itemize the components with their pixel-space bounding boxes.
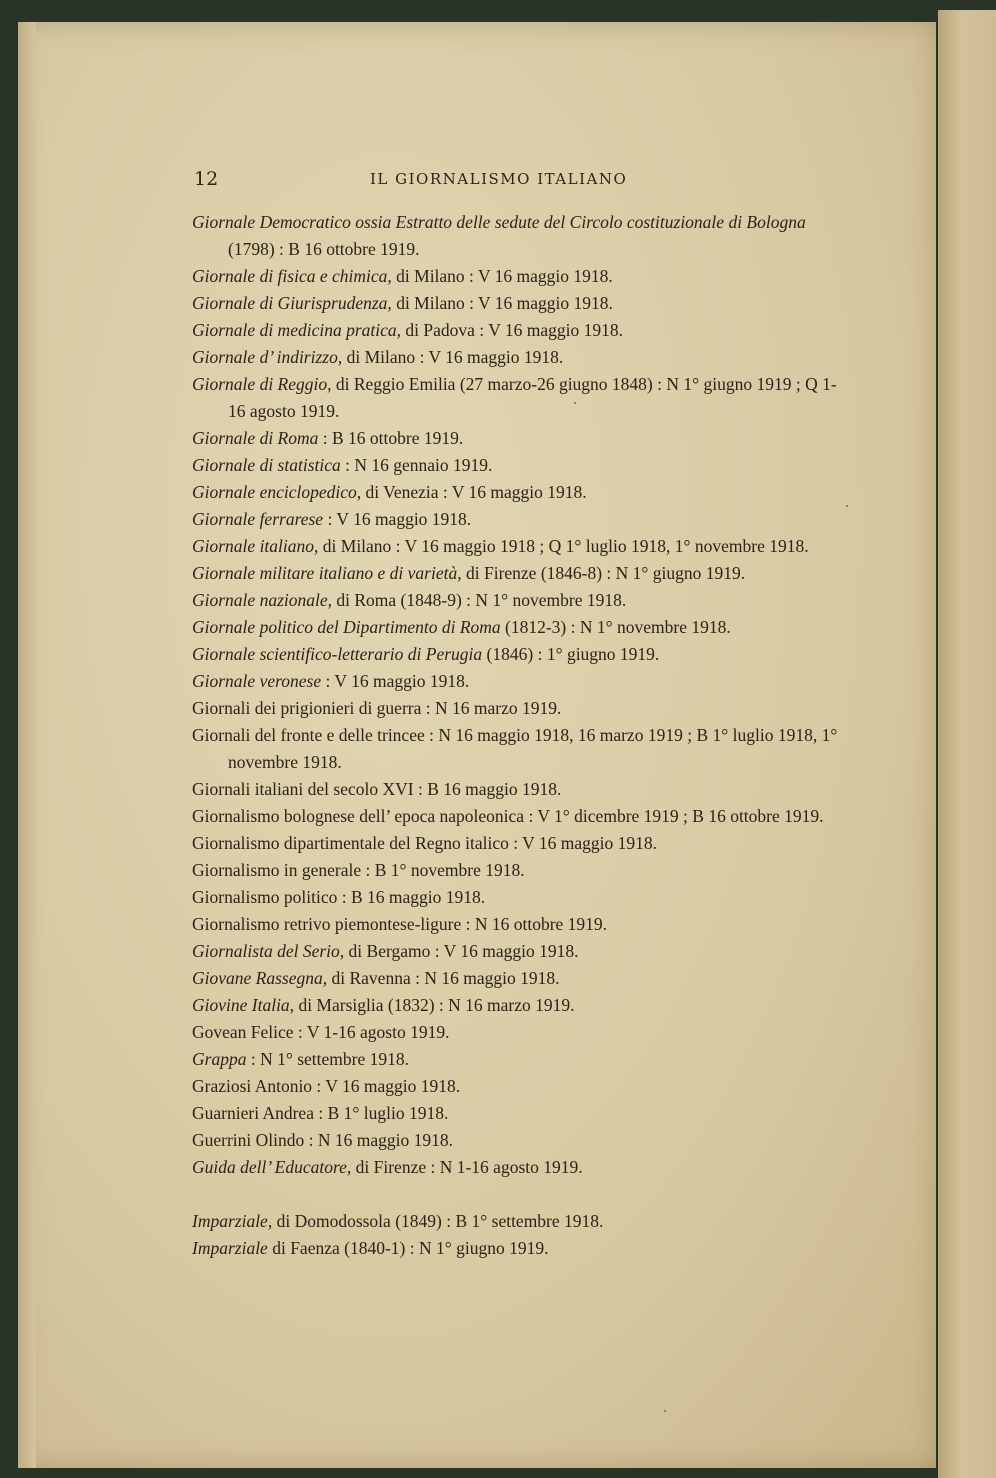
paper-speck [664, 1410, 666, 1412]
index-entry [192, 992, 852, 1019]
index-entry [192, 911, 852, 938]
book-page [18, 22, 936, 1468]
entry-details: Giornalismo bolognese dell’ epoca napoleonica : V 1° dicembre 1919 ; B 16 ottobre 1919. [192, 806, 824, 826]
entry-details: Guarnieri Andrea : B 1° luglio 1918. [192, 1103, 449, 1123]
entry-details: Giornali italiani del secolo XVI : B 16 maggio 1918. [192, 779, 562, 799]
index-entry [192, 1208, 852, 1235]
entry-details: Giornali del fronte e delle trincee : N 16 maggio 1918, 16 marzo 1919 ; B 1° luglio 1918, 1° novembre 1918. [192, 725, 838, 772]
index-entry [192, 695, 852, 722]
entry-details: di Milano : V 16 maggio 1918. [391, 266, 613, 286]
entry-title: Giornale di fisica e chimica, [192, 266, 392, 286]
index-entry [192, 371, 852, 425]
entry-title: Giovine Italia, [192, 995, 295, 1015]
entry-details: di Faenza (1840-1) : N 1° giugno 1919. [267, 1238, 549, 1258]
index-entry [192, 263, 852, 290]
entries-g-section [192, 209, 852, 1181]
entry-title: Imparziale, [192, 1211, 273, 1231]
index-entry [192, 1073, 852, 1100]
index-entry [192, 884, 852, 911]
index-entry [192, 1127, 852, 1154]
page-header [18, 168, 936, 194]
index-entry [192, 452, 852, 479]
entry-details: (1846) : 1° giugno 1919. [482, 644, 660, 664]
entry-details: di Firenze : N 1-16 agosto 1919. [351, 1157, 583, 1177]
index-entry [192, 938, 852, 965]
entry-details: di Firenze (1846-8) : N 1° giugno 1919. [461, 563, 746, 583]
paper-speck [574, 402, 576, 404]
index-entry [192, 587, 852, 614]
entry-title: Giornale di statistica [192, 455, 341, 475]
entry-details: di Milano : V 16 maggio 1918. [342, 347, 564, 367]
entries-i-section [192, 1208, 852, 1262]
index-entry [192, 1235, 852, 1262]
entry-details: di Venezia : V 16 maggio 1918. [361, 482, 587, 502]
index-entry [192, 479, 852, 506]
entry-title: Giornale militare italiano e di varietà, [192, 563, 462, 583]
entry-details: di Ravenna : N 16 maggio 1918. [327, 968, 560, 988]
entry-details: Giornalismo in generale : B 1° novembre 1918. [192, 860, 525, 880]
index-entry [192, 1100, 852, 1127]
index-entry [192, 1154, 852, 1181]
entry-title: Giornale di medicina pratica, [192, 320, 402, 340]
index-entry [192, 506, 852, 533]
entry-title: Giornale d’ indirizzo, [192, 347, 343, 367]
index-entry [192, 776, 852, 803]
index-entry [192, 533, 852, 560]
entry-title: Giornale di Giurisprudenza, [192, 293, 392, 313]
entry-title: Giornale veronese [192, 671, 322, 691]
entry-title: Giovane Rassegna, [192, 968, 328, 988]
entry-details: : B 16 ottobre 1919. [318, 428, 464, 448]
entry-title: Giornale di Roma [192, 428, 319, 448]
entry-details: di Marsiglia (1832) : N 16 marzo 1919. [294, 995, 575, 1015]
entry-title: Giornale nazionale, [192, 590, 332, 610]
entry-details: Govean Felice : V 1-16 agosto 1919. [192, 1022, 450, 1042]
entry-title: Giornale enciclopedico, [192, 482, 362, 502]
entry-details: di Padova : V 16 maggio 1918. [401, 320, 624, 340]
index-entry [192, 1019, 852, 1046]
entry-details: Guerrini Olindo : N 16 maggio 1918. [192, 1130, 454, 1150]
entry-title: Giornale ferrarese [192, 509, 324, 529]
entry-title: Giornale italiano, [192, 536, 319, 556]
index-entry [192, 965, 852, 992]
entry-details: : V 16 maggio 1918. [323, 509, 472, 529]
index-entry [192, 209, 852, 263]
paper-speck [846, 505, 848, 507]
entry-details: : V 16 maggio 1918. [321, 671, 470, 691]
entry-title: Giornalista del Serio, [192, 941, 345, 961]
entry-details: di Reggio Emilia (27 marzo-26 giugno 1848) : N 1° giugno 1919 ; Q 1-16 agosto 1919. [228, 374, 837, 421]
entry-title: Giornale di Reggio, [192, 374, 332, 394]
index-entry [192, 614, 852, 641]
index-entry [192, 290, 852, 317]
index-entry [192, 830, 852, 857]
entry-details: Giornalismo dipartimentale del Regno italico : V 16 maggio 1918. [192, 833, 657, 853]
entry-title: Giornale scientifico-letterario di Perugia [192, 644, 483, 664]
index-entry [192, 668, 852, 695]
index-entry [192, 1046, 852, 1073]
entry-details: Giornalismo politico : B 16 maggio 1918. [192, 887, 486, 907]
entry-details: di Bergamo : V 16 maggio 1918. [344, 941, 579, 961]
entry-details: : N 1° settembre 1918. [246, 1049, 409, 1069]
entry-details: (1798) : B 16 ottobre 1919. [228, 239, 420, 259]
index-entry [192, 722, 852, 776]
entry-details: Graziosi Antonio : V 16 maggio 1918. [192, 1076, 461, 1096]
index-entries [192, 209, 852, 1262]
entry-details: Giornalismo retrivo piemontese-ligure : N 16 ottobre 1919. [192, 914, 608, 934]
page-number: 12 [194, 168, 219, 190]
entry-details: : N 16 gennaio 1919. [340, 455, 493, 475]
index-entry [192, 560, 852, 587]
running-title: IL GIORNALISMO ITALIANO [370, 170, 628, 188]
adjacent-page-edge [938, 10, 996, 1478]
section-gap [192, 1181, 852, 1208]
entry-title: Guida dell’ Educatore, [192, 1157, 352, 1177]
index-entry [192, 857, 852, 884]
entry-details: (1812-3) : N 1° novembre 1918. [500, 617, 731, 637]
entry-details: di Roma (1848-9) : N 1° novembre 1918. [332, 590, 627, 610]
entry-title: Grappa [192, 1049, 247, 1069]
index-entry [192, 344, 852, 371]
entry-title: Giornale politico del Dipartimento di Roma [192, 617, 501, 637]
entry-title: Imparziale [192, 1238, 268, 1258]
entry-details: di Domodossola (1849) : B 1° settembre 1918. [272, 1211, 604, 1231]
entry-title: Giornale Democratico ossia Estratto delle sedute del Circolo costituzionale di Bologna [192, 212, 806, 232]
index-entry [192, 641, 852, 668]
entry-details: di Milano : V 16 maggio 1918 ; Q 1° luglio 1918, 1° novembre 1918. [318, 536, 809, 556]
index-entry [192, 317, 852, 344]
entry-details: di Milano : V 16 maggio 1918. [391, 293, 613, 313]
index-entry [192, 425, 852, 452]
page-binding-edge [18, 22, 36, 1468]
index-entry [192, 803, 852, 830]
entry-details: Giornali dei prigionieri di guerra : N 16 marzo 1919. [192, 698, 562, 718]
